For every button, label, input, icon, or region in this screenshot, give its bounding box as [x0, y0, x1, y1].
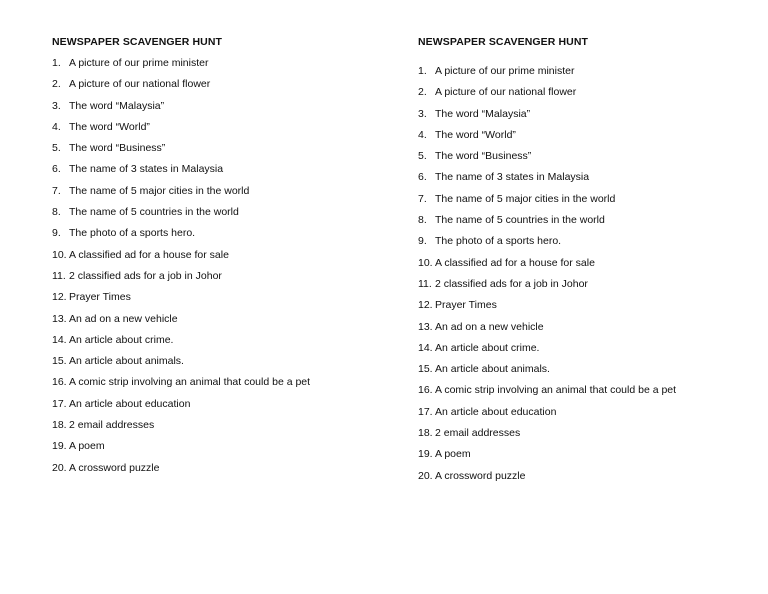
- item-text: The word “World”: [69, 120, 150, 133]
- list-item: [52, 141, 392, 162]
- item-text: A crossword puzzle: [69, 461, 160, 474]
- item-number: 5.: [52, 142, 61, 155]
- item-number: 19.: [52, 440, 67, 453]
- item-number: 7.: [52, 184, 61, 197]
- item-text: The photo of a sports hero.: [69, 227, 196, 240]
- item-text: A poem: [435, 448, 471, 461]
- list-item: [418, 256, 758, 277]
- list-item: [52, 269, 392, 290]
- item-text: A classified ad for a house for sale: [435, 256, 595, 269]
- item-text: Prayer Times: [69, 291, 131, 304]
- item-list: [418, 64, 758, 490]
- item-number: 18.: [418, 427, 433, 440]
- list-item: [418, 341, 758, 362]
- item-number: 20.: [418, 469, 433, 482]
- item-text: 2 email addresses: [435, 427, 521, 440]
- list-item: [418, 192, 758, 213]
- item-number: 14.: [52, 333, 67, 346]
- item-text: An article about education: [69, 397, 191, 410]
- item-text: The name of 3 states in Malaysia: [435, 171, 590, 184]
- sheet-title: NEWSPAPER SCAVENGER HUNT: [52, 36, 223, 48]
- item-text: An article about animals.: [69, 355, 184, 368]
- scavenger-hunt-sheet-right: [418, 35, 758, 490]
- list-item: [418, 170, 758, 191]
- list-item: [418, 107, 758, 128]
- item-number: 19.: [418, 448, 433, 461]
- item-text: The name of 3 states in Malaysia: [69, 163, 224, 176]
- item-number: 8.: [418, 214, 427, 227]
- item-text: A poem: [69, 440, 105, 453]
- list-item: [52, 461, 392, 482]
- item-text: A comic strip involving an animal that could be a pet: [69, 376, 311, 389]
- item-text: An ad on a new vehicle: [435, 320, 544, 333]
- item-number: 4.: [52, 120, 61, 133]
- list-item: [52, 226, 392, 247]
- scavenger-hunt-sheet-left: [52, 35, 392, 482]
- item-number: 9.: [52, 227, 61, 240]
- list-item: [418, 149, 758, 170]
- item-number: 17.: [52, 397, 67, 410]
- item-number: 3.: [418, 107, 427, 120]
- list-item: [52, 248, 392, 269]
- item-text: A picture of our national flower: [69, 78, 211, 91]
- item-number: 13.: [418, 320, 433, 333]
- list-item: [418, 234, 758, 255]
- item-number: 1.: [52, 57, 61, 69]
- item-text: The word “Business”: [435, 150, 532, 163]
- item-number: 2.: [418, 86, 427, 99]
- item-number: 12.: [52, 291, 67, 304]
- item-number: 13.: [52, 312, 67, 325]
- list-item: [52, 333, 392, 354]
- item-number: 17.: [418, 405, 433, 418]
- list-item: [418, 64, 758, 85]
- item-text: Prayer Times: [435, 299, 497, 312]
- list-item: [418, 213, 758, 234]
- item-number: 15.: [52, 355, 67, 368]
- item-text: The name of 5 major cities in the world: [435, 192, 616, 205]
- list-item: [52, 120, 392, 141]
- item-number: 12.: [418, 299, 433, 312]
- list-item: [52, 439, 392, 460]
- list-item: [52, 205, 392, 226]
- item-text: 2 email addresses: [69, 419, 155, 432]
- list-item: [418, 383, 758, 404]
- item-text: The name of 5 countries in the world: [435, 214, 605, 227]
- item-text: An ad on a new vehicle: [69, 312, 178, 325]
- list-item: [52, 290, 392, 311]
- item-text: A picture of our national flower: [435, 86, 577, 99]
- list-item: [52, 418, 392, 439]
- item-number: 7.: [418, 192, 427, 205]
- item-text: 2 classified ads for a job in Johor: [69, 269, 222, 282]
- item-text: The name of 5 countries in the world: [69, 206, 239, 219]
- item-text: The name of 5 major cities in the world: [69, 184, 250, 197]
- item-number: 16.: [52, 376, 67, 389]
- item-text: An article about crime.: [69, 333, 174, 346]
- item-number: 10.: [418, 256, 433, 269]
- item-text: The word “Malaysia”: [69, 99, 165, 112]
- list-item: [418, 128, 758, 149]
- item-text: The photo of a sports hero.: [435, 235, 562, 248]
- item-number: 16.: [418, 384, 433, 397]
- list-item: [418, 405, 758, 426]
- sheet-title: NEWSPAPER SCAVENGER HUNT: [418, 36, 589, 48]
- item-text: The word “Business”: [69, 142, 166, 155]
- list-item: [418, 426, 758, 447]
- item-text: An article about animals.: [435, 363, 550, 376]
- item-number: 14.: [418, 341, 433, 354]
- item-number: 1.: [418, 65, 427, 77]
- item-number: 8.: [52, 206, 61, 219]
- item-text: A picture of our prime minister: [435, 65, 575, 77]
- item-number: 6.: [418, 171, 427, 184]
- item-text: A crossword puzzle: [435, 469, 526, 482]
- item-text: 2 classified ads for a job in Johor: [435, 277, 588, 290]
- item-number: 18.: [52, 419, 67, 432]
- item-text: A comic strip involving an animal that could be a pet: [435, 384, 677, 397]
- item-number: 15.: [418, 363, 433, 376]
- list-item: [418, 447, 758, 468]
- item-number: 6.: [52, 163, 61, 176]
- item-number: 20.: [52, 461, 67, 474]
- list-item: [418, 469, 758, 490]
- item-number: 10.: [52, 248, 67, 261]
- list-item: [52, 56, 392, 77]
- list-item: [52, 312, 392, 333]
- item-number: 4.: [418, 128, 427, 141]
- item-number: 5.: [418, 150, 427, 163]
- list-item: [418, 298, 758, 319]
- item-number: 3.: [52, 99, 61, 112]
- item-number: 2.: [52, 78, 61, 91]
- list-item: [52, 99, 392, 120]
- list-item: [418, 362, 758, 383]
- list-item: [418, 320, 758, 341]
- item-number: 9.: [418, 235, 427, 248]
- item-text: A classified ad for a house for sale: [69, 248, 229, 261]
- item-number: 11.: [52, 269, 66, 282]
- list-item: [52, 162, 392, 183]
- item-text: The word “Malaysia”: [435, 107, 531, 120]
- list-item: [52, 354, 392, 375]
- item-list: [52, 56, 392, 482]
- list-item: [52, 375, 392, 396]
- item-number: 11.: [418, 277, 432, 290]
- item-text: The word “World”: [435, 128, 516, 141]
- list-item: [52, 77, 392, 98]
- list-item: [52, 184, 392, 205]
- item-text: A picture of our prime minister: [69, 57, 209, 69]
- item-text: An article about crime.: [435, 341, 540, 354]
- list-item: [52, 397, 392, 418]
- list-item: [418, 277, 758, 298]
- item-text: An article about education: [435, 405, 557, 418]
- list-item: [418, 85, 758, 106]
